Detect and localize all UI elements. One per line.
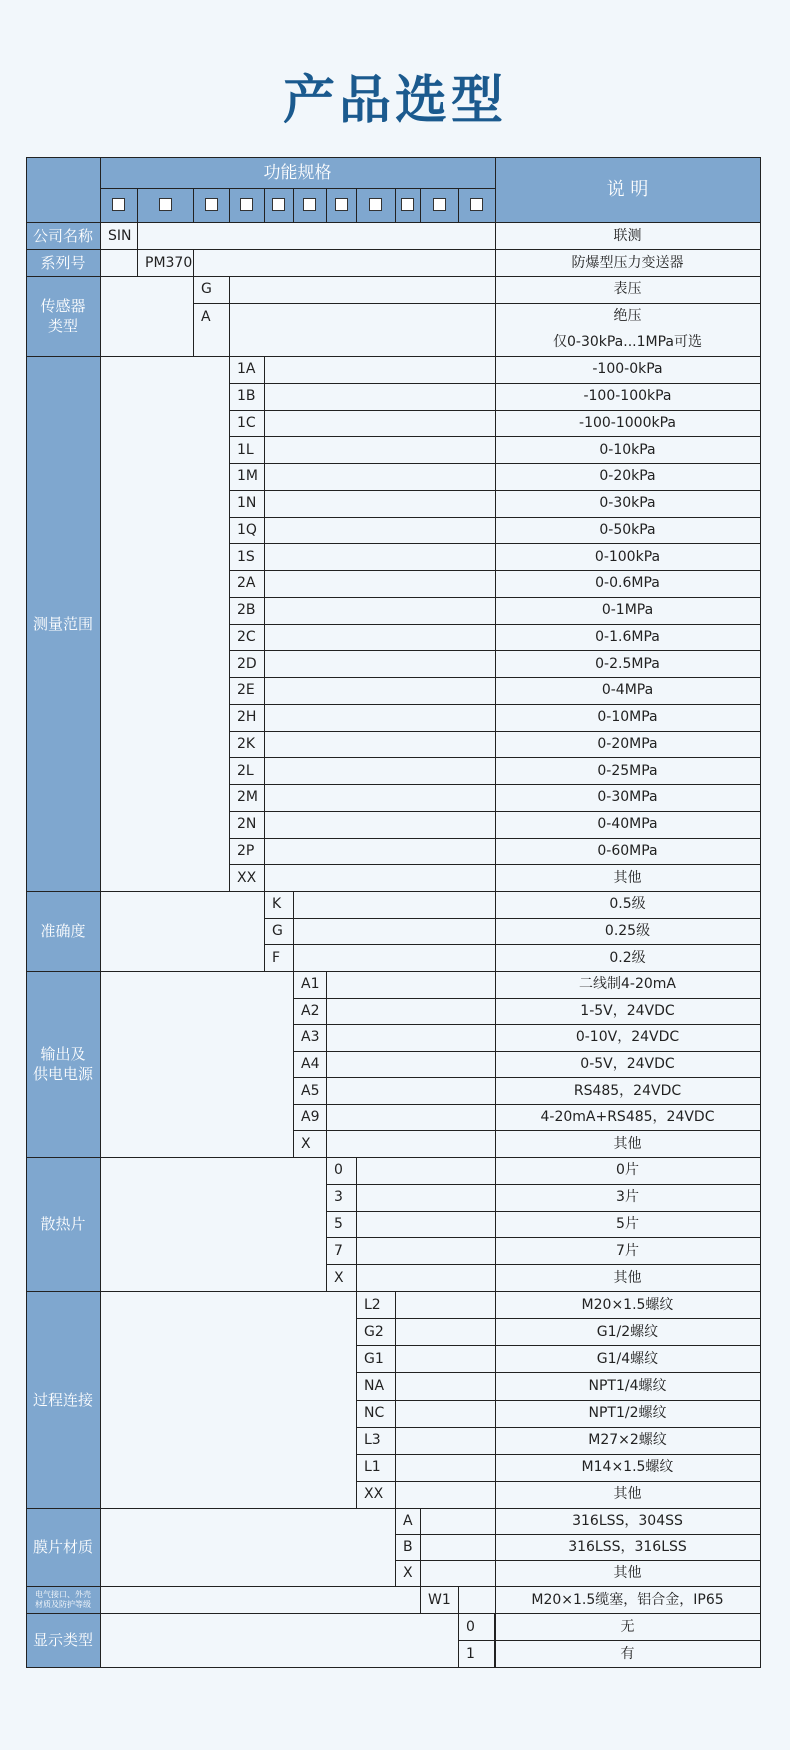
- grid-line: [26, 1291, 27, 1509]
- desc-header: 说 明: [495, 157, 760, 222]
- grid-line: [229, 490, 761, 491]
- code-cell: 2P: [237, 842, 255, 859]
- grid-line: [26, 1586, 27, 1614]
- grid-line: [326, 188, 327, 223]
- code-cell: B: [403, 1539, 413, 1555]
- code-cell: 0: [334, 1162, 343, 1179]
- grid-line: [229, 731, 761, 732]
- code-cell: G: [201, 281, 212, 298]
- grid-line: [326, 1184, 761, 1185]
- grid-line: [100, 188, 496, 189]
- desc-cell: 二线制4-20mA: [579, 976, 676, 993]
- grid-line: [229, 543, 761, 544]
- desc-cell: 无: [620, 1618, 635, 1635]
- desc-cell: 有: [620, 1645, 635, 1662]
- grid-line: [137, 222, 138, 250]
- code-cell: 1: [466, 1645, 475, 1662]
- code-cell: 2B: [237, 602, 256, 619]
- group-label-6: 散热片: [26, 1157, 100, 1291]
- desc-cell: 5片: [616, 1215, 639, 1232]
- grid-line: [26, 276, 27, 357]
- grid-line: [229, 624, 761, 625]
- grid-line: [356, 188, 357, 223]
- desc-cell: 其他: [613, 1269, 642, 1286]
- grid-line: [26, 1613, 27, 1668]
- grid-line: [26, 157, 27, 223]
- code-cell: 1S: [237, 548, 255, 565]
- code-cell: G2: [364, 1323, 384, 1340]
- code-cell: 1L: [237, 441, 254, 458]
- group-label-9: 电气接口、外壳 材质及防护等级: [26, 1586, 100, 1613]
- desc-cell: 其他: [613, 1486, 642, 1503]
- desc-cell: -100-100kPa: [583, 388, 672, 405]
- grid-line: [760, 1508, 761, 1587]
- grid-line: [760, 1157, 761, 1292]
- grid-line: [100, 891, 101, 972]
- grid-line: [229, 463, 761, 464]
- grid-line: [100, 971, 101, 1158]
- desc-cell: 0-50kPa: [599, 521, 656, 538]
- code-cell: 1M: [237, 468, 258, 485]
- grid-line: [26, 891, 27, 972]
- desc-cell: 0-25MPa: [597, 762, 658, 779]
- grid-line: [760, 276, 761, 357]
- code-cell: A: [201, 308, 211, 325]
- code-cell: 2D: [237, 655, 257, 672]
- grid-line: [26, 971, 27, 1158]
- grid-line: [420, 1508, 421, 1587]
- grid-line: [193, 188, 194, 223]
- code-cell: 2N: [237, 816, 257, 833]
- code-cell: A2: [301, 1002, 320, 1019]
- code-cell: A3: [301, 1029, 320, 1046]
- group-label-2: 传感器 类型: [26, 276, 100, 356]
- group-label-7: 过程连接: [26, 1291, 100, 1508]
- desc-cell: 316LSS，316LSS: [568, 1539, 687, 1555]
- grid-line: [356, 1427, 761, 1428]
- grid-line: [100, 1613, 101, 1668]
- grid-line: [229, 436, 761, 437]
- desc-cell: 316LSS，304SS: [572, 1513, 683, 1529]
- grid-line: [760, 891, 761, 972]
- func-spec-header: 功能规格: [100, 157, 495, 188]
- code-cell: X: [403, 1565, 413, 1581]
- code-cell: 5: [334, 1215, 343, 1232]
- grid-line: [326, 1237, 761, 1238]
- code-cell: A1: [301, 976, 320, 993]
- grid-line: [229, 597, 761, 598]
- grid-line: [326, 1211, 761, 1212]
- code-cell: A4: [301, 1055, 320, 1072]
- desc-cell: 0-2.5MPa: [595, 655, 660, 672]
- desc-cell: 0-5V，24VDC: [580, 1055, 675, 1072]
- grid-line: [293, 1104, 761, 1105]
- code-cell: 2L: [237, 762, 254, 779]
- grid-line: [356, 1481, 761, 1482]
- desc-cell: 其他: [613, 1565, 642, 1581]
- grid-line: [760, 157, 761, 223]
- grid-line: [264, 918, 761, 919]
- code-cell: 1N: [237, 495, 257, 512]
- grid-line: [229, 811, 761, 812]
- grid-line: [229, 570, 761, 571]
- code-cell: 2C: [237, 628, 256, 645]
- code-cell: G1: [364, 1350, 384, 1367]
- desc-cell: -100-1000kPa: [579, 414, 676, 431]
- code-cell: A5: [301, 1082, 320, 1099]
- grid-line: [229, 188, 230, 223]
- page-title: 产品选型: [282, 71, 507, 131]
- grid-line: [293, 1077, 761, 1078]
- desc-cell: -100-0kPa: [592, 361, 663, 378]
- code-cell: 2H: [237, 709, 257, 726]
- code-cell: 2M: [237, 789, 258, 806]
- grid-line: [100, 1157, 101, 1292]
- desc-cell: 0.5级: [609, 896, 646, 913]
- code-cell: 2A: [237, 575, 256, 592]
- grid-line: [356, 1454, 761, 1455]
- code-cell: XX: [237, 869, 257, 886]
- desc-cell: M20×1.5缆塞，铝合金，IP65: [531, 1591, 724, 1608]
- code-cell: 1C: [237, 414, 256, 431]
- grid-line: [458, 188, 459, 223]
- grid-line: [293, 188, 294, 223]
- grid-line: [458, 1640, 761, 1641]
- grid-line: [356, 1318, 761, 1319]
- desc-cell: G1/4螺纹: [596, 1350, 659, 1367]
- desc-cell: 0-40MPa: [597, 816, 658, 833]
- checkbox-2[interactable]: [159, 198, 172, 211]
- code-cell: 1A: [237, 361, 256, 378]
- grid-line: [229, 517, 761, 518]
- desc-cell: 0-30kPa: [599, 495, 656, 512]
- grid-line: [100, 276, 101, 357]
- grid-line: [395, 188, 396, 223]
- desc-cell: 0-10V，24VDC: [575, 1029, 680, 1046]
- desc-cell: 表压: [613, 281, 642, 298]
- grid-line: [356, 1400, 761, 1401]
- code-cell: X: [334, 1269, 344, 1286]
- group-label-0: 公司名称: [26, 222, 100, 249]
- desc-cell: G1/2螺纹: [596, 1323, 659, 1340]
- code-cell: XX: [364, 1486, 384, 1503]
- group-label-1: 系列号: [26, 249, 100, 276]
- desc-cell: 7片: [616, 1242, 639, 1259]
- checkbox-7[interactable]: [335, 198, 348, 211]
- grid-line: [229, 704, 761, 705]
- desc-cell: 0片: [616, 1162, 639, 1179]
- checkbox-4[interactable]: [240, 198, 253, 211]
- group-label-4: 准确度: [26, 891, 100, 971]
- grid-line: [26, 356, 27, 892]
- desc-cell: 0-4MPa: [601, 682, 654, 699]
- code-cell: L3: [364, 1432, 381, 1449]
- group-label-5: 输出及 供电电源: [26, 971, 100, 1157]
- grid-line: [229, 784, 761, 785]
- grid-line: [229, 757, 761, 758]
- code-cell: 2E: [237, 682, 255, 699]
- grid-line: [100, 356, 101, 892]
- grid-line: [193, 249, 194, 277]
- grid-line: [26, 157, 761, 158]
- grid-line: [100, 1291, 101, 1509]
- grid-line: [356, 1372, 761, 1373]
- code-cell: L1: [364, 1459, 381, 1476]
- desc-cell: M14×1.5螺纹: [581, 1459, 674, 1476]
- grid-line: [326, 1264, 761, 1265]
- desc-cell: 防爆型压力变送器: [571, 254, 684, 271]
- code-cell: 2K: [237, 735, 256, 752]
- code-cell: A: [403, 1513, 413, 1529]
- code-cell: NA: [364, 1377, 385, 1394]
- desc-cell: 3片: [616, 1189, 639, 1206]
- header-blank: [26, 157, 100, 222]
- code-cell: F: [272, 949, 281, 966]
- grid-line: [293, 1051, 761, 1052]
- grid-line: [395, 1560, 761, 1561]
- grid-line: [420, 188, 421, 223]
- code-cell: NC: [364, 1405, 385, 1422]
- grid-line: [293, 891, 294, 972]
- grid-line: [100, 249, 101, 277]
- grid-line: [26, 249, 27, 277]
- grid-line: [264, 944, 761, 945]
- group-label-8: 膜片材质: [26, 1508, 100, 1586]
- desc-cell: 0-100kPa: [594, 548, 661, 565]
- desc-cell: M20×1.5螺纹: [581, 1296, 674, 1313]
- grid-line: [760, 249, 761, 277]
- checkbox-8[interactable]: [369, 198, 382, 211]
- grid-line: [100, 1508, 101, 1587]
- grid-line: [26, 1508, 27, 1587]
- grid-line: [229, 383, 761, 384]
- desc-cell: 0-1MPa: [601, 602, 654, 619]
- code-cell: 0: [466, 1618, 475, 1635]
- grid-line: [395, 1534, 761, 1535]
- grid-line: [293, 1130, 761, 1131]
- code-cell: 3: [334, 1189, 343, 1206]
- grid-line: [356, 1157, 357, 1292]
- desc-cell: 0-20kPa: [599, 468, 656, 485]
- checkbox-1[interactable]: [112, 198, 125, 211]
- code-cell: 1Q: [237, 521, 257, 538]
- desc-cell: M27×2螺纹: [588, 1432, 667, 1449]
- grid-line: [264, 188, 265, 223]
- code-cell: X: [301, 1135, 311, 1152]
- grid-line: [26, 222, 27, 250]
- group-label-10: 显示类型: [26, 1613, 100, 1667]
- desc-cell: 0-30MPa: [597, 789, 658, 806]
- code-cell: K: [272, 896, 282, 913]
- desc-cell: 0-60MPa: [597, 842, 658, 859]
- grid-line: [458, 1586, 459, 1614]
- grid-line: [760, 1586, 761, 1614]
- desc-cell: 0-1.6MPa: [595, 628, 660, 645]
- code-cell: SIN: [108, 227, 132, 244]
- grid-line: [26, 1157, 27, 1292]
- desc-cell: 0-10MPa: [597, 709, 658, 726]
- desc-cell: 绝压 仅0-30kPa...1MPa可选: [552, 308, 702, 351]
- grid-line: [229, 677, 761, 678]
- desc-cell: NPT1/2螺纹: [588, 1405, 667, 1422]
- code-cell: 1B: [237, 388, 256, 405]
- desc-cell: 其他: [613, 869, 642, 886]
- desc-cell: 联测: [613, 227, 642, 244]
- grid-line: [26, 1667, 761, 1668]
- grid-line: [229, 410, 761, 411]
- desc-cell: 0.25级: [604, 922, 651, 939]
- checkbox-6[interactable]: [303, 198, 316, 211]
- grid-line: [356, 1345, 761, 1346]
- grid-line: [293, 1024, 761, 1025]
- desc-cell: 0-0.6MPa: [595, 575, 660, 592]
- desc-cell: 0-10kPa: [599, 441, 656, 458]
- grid-line: [229, 276, 230, 357]
- grid-line: [760, 222, 761, 250]
- code-cell: G: [272, 922, 283, 939]
- grid-line: [100, 1586, 101, 1614]
- checkbox-10[interactable]: [433, 198, 446, 211]
- grid-line: [137, 188, 138, 223]
- desc-cell: 0-20MPa: [597, 735, 658, 752]
- code-cell: PM370: [145, 254, 193, 271]
- code-cell: W1: [428, 1591, 451, 1608]
- grid-line: [229, 864, 761, 865]
- checkbox-9[interactable]: [401, 198, 414, 211]
- desc-cell: 4-20mA+RS485，24VDC: [540, 1109, 715, 1126]
- grid-line: [229, 650, 761, 651]
- grid-line: [293, 998, 761, 999]
- grid-line: [495, 157, 496, 223]
- grid-line: [229, 838, 761, 839]
- checkbox-3[interactable]: [205, 198, 218, 211]
- desc-cell: 0.2级: [609, 949, 646, 966]
- grid-line: [100, 157, 101, 223]
- code-cell: L2: [364, 1296, 381, 1313]
- code-cell: A9: [301, 1109, 320, 1126]
- checkbox-11[interactable]: [470, 198, 483, 211]
- desc-cell: 1-5V，24VDC: [580, 1002, 675, 1019]
- checkbox-5[interactable]: [272, 198, 285, 211]
- desc-cell: NPT1/4螺纹: [588, 1377, 667, 1394]
- grid-line: [193, 303, 761, 304]
- code-cell: 7: [334, 1242, 343, 1259]
- desc-cell: 其他: [613, 1135, 642, 1152]
- desc-cell: RS485，24VDC: [573, 1082, 682, 1099]
- group-label-3: 测量范围: [26, 356, 100, 891]
